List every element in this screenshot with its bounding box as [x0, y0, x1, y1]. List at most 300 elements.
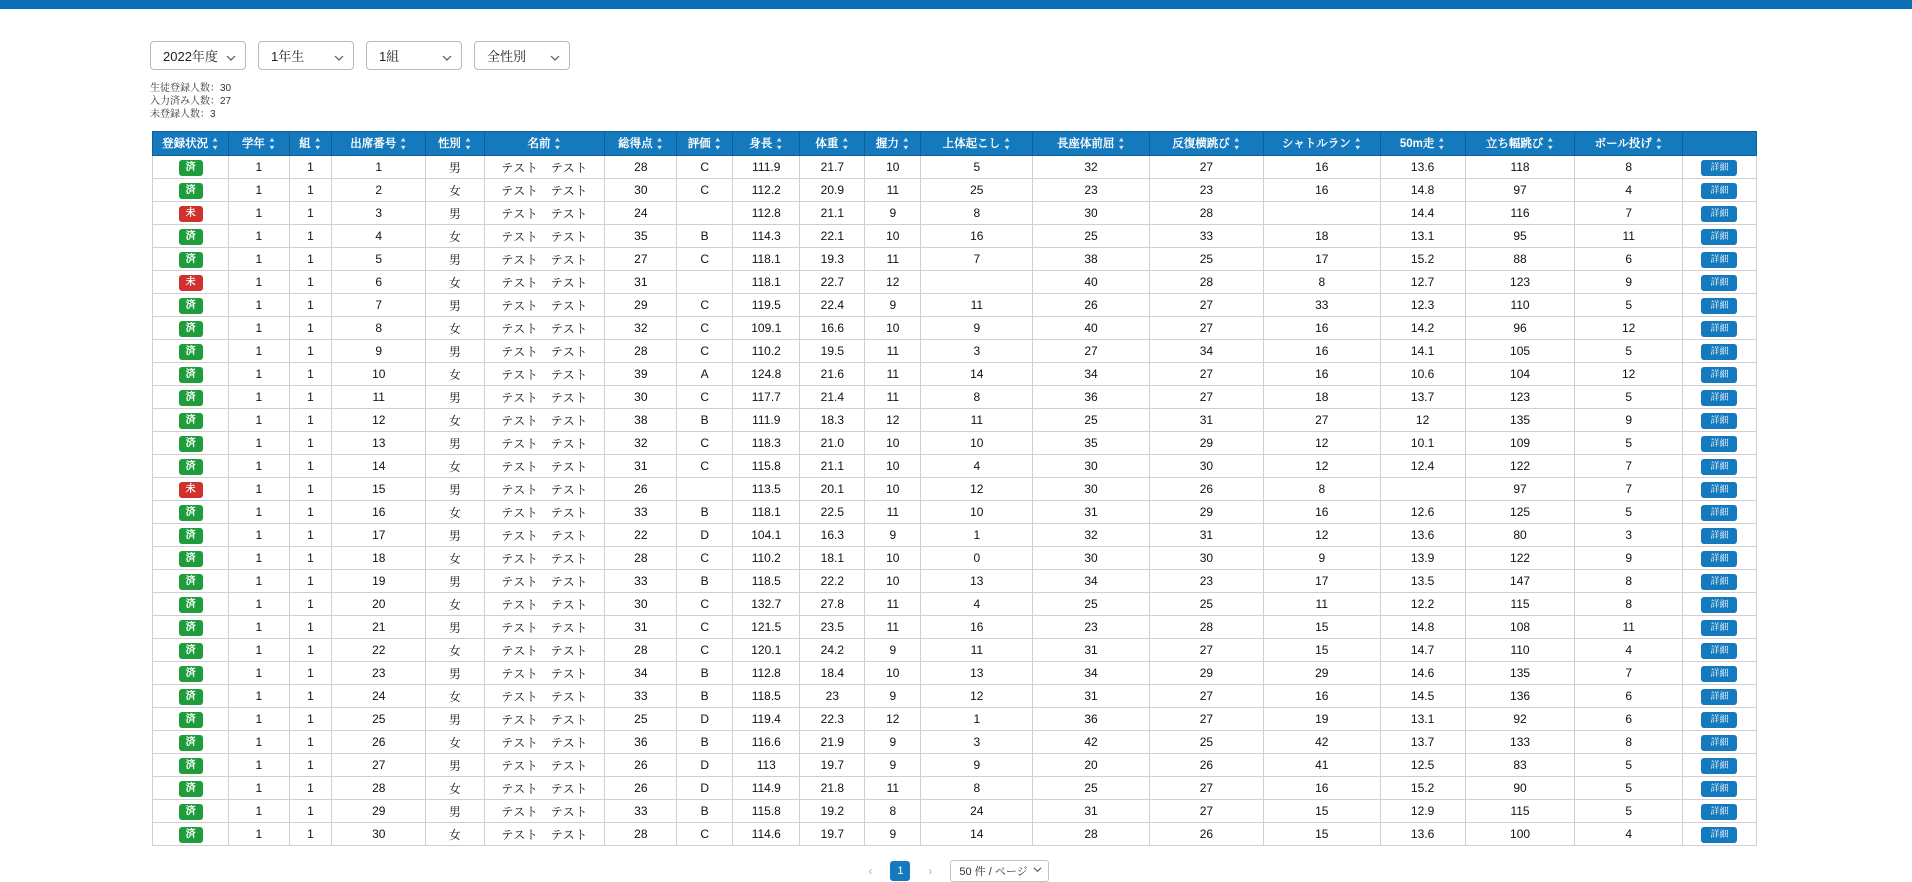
cell-ballthrow: 5 — [1575, 340, 1683, 363]
col-status[interactable] — [153, 132, 229, 156]
col-gender[interactable] — [426, 132, 484, 156]
table-row — [153, 478, 1757, 501]
sort-icon[interactable]: ▲ ▼ — [901, 135, 910, 152]
cell-height: 118.1 — [733, 248, 800, 271]
cell-total: 28 — [605, 340, 677, 363]
sort-icon[interactable]: ▲ ▼ — [211, 135, 220, 152]
cell-class: 1 — [289, 685, 332, 708]
cell-gender: 男 — [426, 340, 484, 363]
gender-select[interactable] — [474, 41, 570, 70]
cell-ballthrow: 4 — [1575, 179, 1683, 202]
cell-run50: 13.9 — [1380, 547, 1465, 570]
class-select[interactable] — [366, 41, 462, 70]
cell-total: 27 — [605, 248, 677, 271]
cell-class: 1 — [289, 662, 332, 685]
cell-rating — [677, 478, 733, 501]
cell-grade: 1 — [229, 547, 289, 570]
sort-icon[interactable]: ▲ ▼ — [1437, 135, 1446, 152]
cell-sitreach: 31 — [1033, 501, 1149, 524]
cell-actions — [1682, 455, 1756, 478]
cell-sidestep: 26 — [1149, 478, 1263, 501]
cell-number: 26 — [332, 731, 426, 754]
cell-grip: 10 — [865, 570, 921, 593]
cell-situp: 5 — [921, 156, 1033, 179]
cell-name: テスト テスト — [484, 547, 605, 570]
cell-status — [153, 386, 229, 409]
cell-rating — [677, 271, 733, 294]
cell-actions — [1682, 271, 1756, 294]
cell-class: 1 — [289, 478, 332, 501]
cell-class: 1 — [289, 386, 332, 409]
cell-actions — [1682, 340, 1756, 363]
detail-button[interactable]: 詳細 — [1701, 344, 1737, 360]
cell-ballthrow: 8 — [1575, 156, 1683, 179]
cell-class: 1 — [289, 731, 332, 754]
cell-run50: 10.6 — [1380, 363, 1465, 386]
detail-button[interactable]: 詳細 — [1701, 160, 1737, 176]
cell-sidestep: 30 — [1149, 455, 1263, 478]
col-ballthrow[interactable] — [1575, 132, 1683, 156]
cell-shuttle: 16 — [1264, 501, 1380, 524]
cell-weight: 18.1 — [800, 547, 865, 570]
cell-sitreach: 23 — [1033, 179, 1149, 202]
cell-sidestep: 27 — [1149, 685, 1263, 708]
cell-rating: C — [677, 616, 733, 639]
col-sitreach[interactable] — [1033, 132, 1149, 156]
detail-button[interactable]: 詳細 — [1701, 804, 1737, 820]
status-badge: 済 — [179, 436, 203, 452]
cell-sidestep: 27 — [1149, 363, 1263, 386]
cell-grade: 1 — [229, 800, 289, 823]
cell-status — [153, 455, 229, 478]
gender-value: 全性別 — [487, 49, 527, 64]
cell-grade: 1 — [229, 202, 289, 225]
cell-number: 2 — [332, 179, 426, 202]
cell-grip: 11 — [865, 616, 921, 639]
cell-weight: 19.5 — [800, 340, 865, 363]
chevron-down-icon — [442, 51, 452, 61]
cell-ballthrow: 7 — [1575, 662, 1683, 685]
cell-situp: 4 — [921, 455, 1033, 478]
cell-number: 16 — [332, 501, 426, 524]
cell-number: 1 — [332, 156, 426, 179]
cell-rating: D — [677, 524, 733, 547]
status-badge: 済 — [179, 597, 203, 613]
sort-icon[interactable]: ▲ ▼ — [1232, 135, 1241, 152]
cell-grip: 9 — [865, 685, 921, 708]
detail-button[interactable]: 詳細 — [1701, 666, 1737, 682]
cell-grade: 1 — [229, 363, 289, 386]
cell-name: テスト テスト — [484, 432, 605, 455]
cell-actions — [1682, 225, 1756, 248]
cell-weight: 22.3 — [800, 708, 865, 731]
cell-sitreach: 23 — [1033, 616, 1149, 639]
cell-grip: 9 — [865, 202, 921, 225]
page-1-button[interactable]: 1 — [890, 861, 910, 881]
cell-situp: 11 — [921, 294, 1033, 317]
detail-button[interactable]: 詳細 — [1701, 827, 1737, 843]
cell-sitreach: 32 — [1033, 156, 1149, 179]
cell-name: テスト テスト — [484, 777, 605, 800]
col-name[interactable] — [484, 132, 605, 156]
cell-ballthrow: 5 — [1575, 386, 1683, 409]
cell-run50: 12.7 — [1380, 271, 1465, 294]
cell-shuttle: 29 — [1264, 662, 1380, 685]
cell-shuttle: 11 — [1264, 593, 1380, 616]
sort-icon[interactable]: ▲ ▼ — [1003, 135, 1012, 152]
cell-longjump: 116 — [1465, 202, 1575, 225]
cell-grip: 11 — [865, 777, 921, 800]
detail-button[interactable]: 詳細 — [1701, 597, 1737, 613]
cell-actions — [1682, 248, 1756, 271]
cell-actions — [1682, 386, 1756, 409]
cell-situp: 3 — [921, 340, 1033, 363]
col-rating[interactable] — [677, 132, 733, 156]
cell-actions — [1682, 685, 1756, 708]
status-badge: 済 — [179, 666, 203, 682]
cell-name: テスト テスト — [484, 731, 605, 754]
cell-shuttle: 15 — [1264, 800, 1380, 823]
col-name-label: 名前 — [527, 138, 551, 151]
cell-longjump: 96 — [1465, 317, 1575, 340]
cell-shuttle: 18 — [1264, 225, 1380, 248]
cell-rating: C — [677, 455, 733, 478]
cell-longjump: 92 — [1465, 708, 1575, 731]
cell-status — [153, 271, 229, 294]
cell-class: 1 — [289, 501, 332, 524]
cell-status — [153, 616, 229, 639]
cell-number: 29 — [332, 800, 426, 823]
detail-button[interactable]: 詳細 — [1701, 528, 1737, 544]
status-badge: 済 — [179, 643, 203, 659]
cell-sidestep: 23 — [1149, 570, 1263, 593]
cell-shuttle: 12 — [1264, 432, 1380, 455]
col-situp-label: 上体起こし — [942, 138, 1001, 151]
entered-count: 入力済み人数：27 — [150, 96, 232, 107]
col-class[interactable] — [289, 132, 332, 156]
cell-longjump: 118 — [1465, 156, 1575, 179]
cell-ballthrow: 7 — [1575, 202, 1683, 225]
cell-ballthrow: 11 — [1575, 225, 1683, 248]
detail-button[interactable]: 詳細 — [1701, 781, 1737, 797]
cell-name: テスト テスト — [484, 708, 605, 731]
status-badge: 済 — [179, 229, 203, 245]
detail-button[interactable]: 詳細 — [1701, 321, 1737, 337]
col-gender-label: 性別 — [437, 138, 461, 151]
cell-ballthrow: 5 — [1575, 800, 1683, 823]
col-sidestep[interactable] — [1149, 132, 1263, 156]
cell-grip: 10 — [865, 317, 921, 340]
cell-name: テスト テスト — [484, 225, 605, 248]
detail-button[interactable]: 詳細 — [1701, 252, 1737, 268]
status-badge: 済 — [179, 528, 203, 544]
chevron-down-icon — [334, 51, 344, 61]
cell-run50: 13.7 — [1380, 731, 1465, 754]
cell-actions — [1682, 777, 1756, 800]
col-status-label: 登録状況 — [162, 138, 209, 151]
status-badge: 済 — [179, 551, 203, 567]
cell-shuttle: 15 — [1264, 823, 1380, 846]
sort-icon[interactable]: ▲ ▼ — [313, 135, 322, 152]
cell-situp: 13 — [921, 662, 1033, 685]
detail-button[interactable]: 詳細 — [1701, 735, 1737, 751]
cell-grade: 1 — [229, 639, 289, 662]
cell-shuttle: 12 — [1264, 524, 1380, 547]
cell-sidestep: 27 — [1149, 639, 1263, 662]
cell-status — [153, 156, 229, 179]
cell-total: 22 — [605, 524, 677, 547]
cell-class: 1 — [289, 248, 332, 271]
detail-button[interactable]: 詳細 — [1701, 574, 1737, 590]
cell-grip: 10 — [865, 156, 921, 179]
cell-grade: 1 — [229, 294, 289, 317]
sort-icon[interactable]: ▲ ▼ — [1353, 135, 1362, 152]
col-shuttle-label: シャトルラン — [1281, 138, 1351, 151]
detail-button[interactable]: 詳細 — [1701, 413, 1737, 429]
cell-shuttle: 27 — [1264, 409, 1380, 432]
cell-longjump: 110 — [1465, 639, 1575, 662]
sort-icon[interactable]: ▲ ▼ — [841, 135, 850, 152]
cell-grip: 12 — [865, 708, 921, 731]
status-badge: 未 — [179, 482, 203, 498]
col-run50[interactable] — [1380, 132, 1465, 156]
cell-sitreach: 30 — [1033, 202, 1149, 225]
detail-button[interactable]: 詳細 — [1701, 551, 1737, 567]
detail-button[interactable]: 詳細 — [1701, 643, 1737, 659]
cell-longjump: 109 — [1465, 432, 1575, 455]
col-sidestep-label: 反復横跳び — [1172, 138, 1230, 151]
cell-situp: 24 — [921, 800, 1033, 823]
cell-run50: 15.2 — [1380, 248, 1465, 271]
cell-weight: 21.1 — [800, 455, 865, 478]
col-longjump[interactable] — [1465, 132, 1575, 156]
col-situp[interactable] — [921, 132, 1033, 156]
cell-rating: C — [677, 156, 733, 179]
status-badge: 済 — [179, 712, 203, 728]
sort-icon[interactable]: ▲ ▼ — [1117, 135, 1126, 152]
cell-name: テスト テスト — [484, 248, 605, 271]
cell-rating: C — [677, 593, 733, 616]
detail-button[interactable]: 詳細 — [1701, 183, 1737, 199]
detail-button[interactable]: 詳細 — [1701, 620, 1737, 636]
cell-rating: C — [677, 317, 733, 340]
cell-sidestep: 30 — [1149, 547, 1263, 570]
per-page-value: 50 件 / ページ — [959, 866, 1028, 878]
cell-total: 28 — [605, 547, 677, 570]
class-value: 1組 — [379, 49, 400, 64]
cell-actions — [1682, 662, 1756, 685]
cell-ballthrow: 8 — [1575, 570, 1683, 593]
sort-icon[interactable]: ▲ ▼ — [713, 135, 722, 152]
detail-button[interactable]: 詳細 — [1701, 712, 1737, 728]
cell-sidestep: 25 — [1149, 731, 1263, 754]
detail-button[interactable]: 詳細 — [1701, 206, 1737, 222]
detail-button[interactable]: 詳細 — [1701, 505, 1737, 521]
status-badge: 済 — [179, 252, 203, 268]
sort-icon[interactable]: ▲ ▼ — [553, 135, 562, 152]
cell-gender: 男 — [426, 478, 484, 501]
cell-sitreach: 27 — [1033, 340, 1149, 363]
cell-class: 1 — [289, 616, 332, 639]
cell-shuttle: 18 — [1264, 386, 1380, 409]
cell-height: 121.5 — [733, 616, 800, 639]
cell-height: 113 — [733, 754, 800, 777]
registered-count: 生徒登録人数：30 — [150, 83, 232, 94]
detail-button[interactable]: 詳細 — [1701, 482, 1737, 498]
cell-ballthrow: 9 — [1575, 547, 1683, 570]
cell-rating: B — [677, 409, 733, 432]
detail-button[interactable]: 詳細 — [1701, 390, 1737, 406]
cell-grade: 1 — [229, 455, 289, 478]
cell-sitreach: 26 — [1033, 294, 1149, 317]
next-page-button[interactable]: › — [928, 864, 933, 878]
col-grip[interactable] — [865, 132, 921, 156]
table-row — [153, 409, 1757, 432]
detail-button[interactable]: 詳細 — [1701, 758, 1737, 774]
table-row — [153, 639, 1757, 662]
cell-situp: 16 — [921, 616, 1033, 639]
table-row — [153, 547, 1757, 570]
col-total[interactable] — [605, 132, 677, 156]
cell-gender: 女 — [426, 271, 484, 294]
sort-icon[interactable]: ▲ ▼ — [775, 135, 784, 152]
cell-class: 1 — [289, 432, 332, 455]
sort-icon[interactable]: ▲ ▼ — [1546, 135, 1555, 152]
cell-ballthrow: 8 — [1575, 593, 1683, 616]
col-weight[interactable] — [800, 132, 865, 156]
cell-actions — [1682, 432, 1756, 455]
cell-height: 119.4 — [733, 708, 800, 731]
cell-situp: 9 — [921, 754, 1033, 777]
cell-grip: 11 — [865, 340, 921, 363]
cell-sidestep: 26 — [1149, 823, 1263, 846]
status-badge: 済 — [179, 390, 203, 406]
cell-grade: 1 — [229, 731, 289, 754]
cell-longjump: 135 — [1465, 662, 1575, 685]
cell-ballthrow: 9 — [1575, 409, 1683, 432]
cell-rating: B — [677, 501, 733, 524]
table-row — [153, 271, 1757, 294]
cell-rating: C — [677, 547, 733, 570]
cell-height: 111.9 — [733, 156, 800, 179]
cell-run50: 12.9 — [1380, 800, 1465, 823]
cell-shuttle: 9 — [1264, 547, 1380, 570]
cell-rating: B — [677, 662, 733, 685]
cell-grip: 10 — [865, 547, 921, 570]
cell-actions — [1682, 639, 1756, 662]
cell-total: 32 — [605, 432, 677, 455]
per-page-select[interactable] — [950, 860, 1048, 882]
cell-sitreach: 30 — [1033, 478, 1149, 501]
cell-weight: 18.3 — [800, 409, 865, 432]
cell-shuttle: 16 — [1264, 685, 1380, 708]
status-badge: 済 — [179, 827, 203, 843]
cell-grip: 10 — [865, 662, 921, 685]
cell-weight: 22.5 — [800, 501, 865, 524]
cell-total: 36 — [605, 731, 677, 754]
cell-run50: 14.1 — [1380, 340, 1465, 363]
sort-icon[interactable]: ▲ ▼ — [267, 135, 276, 152]
cell-weight: 23.5 — [800, 616, 865, 639]
cell-situp: 13 — [921, 570, 1033, 593]
cell-situp: 10 — [921, 432, 1033, 455]
cell-shuttle: 16 — [1264, 363, 1380, 386]
cell-class: 1 — [289, 754, 332, 777]
sort-icon[interactable]: ▲ ▼ — [1654, 135, 1663, 152]
cell-gender: 男 — [426, 386, 484, 409]
table-row — [153, 340, 1757, 363]
page-body — [0, 9, 1912, 882]
cell-class: 1 — [289, 225, 332, 248]
table-row — [153, 202, 1757, 225]
sort-icon[interactable]: ▲ ▼ — [655, 135, 664, 152]
cell-status — [153, 800, 229, 823]
detail-button[interactable]: 詳細 — [1701, 275, 1737, 291]
sort-icon[interactable]: ▲ ▼ — [399, 135, 408, 152]
cell-name: テスト テスト — [484, 800, 605, 823]
cell-status — [153, 662, 229, 685]
cell-gender: 女 — [426, 685, 484, 708]
grade-select[interactable] — [258, 41, 354, 70]
detail-button[interactable]: 詳細 — [1701, 298, 1737, 314]
cell-situp: 11 — [921, 409, 1033, 432]
cell-total: 33 — [605, 570, 677, 593]
cell-total: 26 — [605, 478, 677, 501]
col-height[interactable] — [733, 132, 800, 156]
status-badge: 済 — [179, 574, 203, 590]
cell-shuttle: 17 — [1264, 248, 1380, 271]
cell-status — [153, 294, 229, 317]
cell-run50: 14.4 — [1380, 202, 1465, 225]
cell-shuttle: 33 — [1264, 294, 1380, 317]
cell-status — [153, 547, 229, 570]
col-grade[interactable] — [229, 132, 289, 156]
detail-button[interactable]: 詳細 — [1701, 689, 1737, 705]
cell-grade: 1 — [229, 156, 289, 179]
cell-ballthrow: 12 — [1575, 363, 1683, 386]
cell-weight: 19.3 — [800, 248, 865, 271]
prev-page-button[interactable]: ‹ — [868, 864, 873, 878]
detail-button[interactable]: 詳細 — [1701, 367, 1737, 383]
cell-longjump: 123 — [1465, 271, 1575, 294]
cell-name: テスト テスト — [484, 570, 605, 593]
cell-status — [153, 501, 229, 524]
sort-icon[interactable]: ▲ ▼ — [463, 135, 472, 152]
cell-weight: 22.1 — [800, 225, 865, 248]
cell-ballthrow: 4 — [1575, 639, 1683, 662]
cell-grip: 11 — [865, 248, 921, 271]
col-shuttle[interactable] — [1264, 132, 1380, 156]
cell-number: 17 — [332, 524, 426, 547]
detail-button[interactable]: 詳細 — [1701, 436, 1737, 452]
cell-shuttle: 16 — [1264, 156, 1380, 179]
cell-ballthrow: 9 — [1575, 271, 1683, 294]
cell-sitreach: 36 — [1033, 386, 1149, 409]
cell-status — [153, 777, 229, 800]
cell-run50: 13.1 — [1380, 708, 1465, 731]
cell-total: 32 — [605, 317, 677, 340]
col-number[interactable] — [332, 132, 426, 156]
cell-number: 12 — [332, 409, 426, 432]
cell-class: 1 — [289, 179, 332, 202]
cell-grade: 1 — [229, 823, 289, 846]
detail-button[interactable]: 詳細 — [1701, 229, 1737, 245]
school-year-select[interactable] — [150, 41, 246, 70]
detail-button[interactable]: 詳細 — [1701, 459, 1737, 475]
cell-status — [153, 593, 229, 616]
cell-height: 112.2 — [733, 179, 800, 202]
table-row — [153, 731, 1757, 754]
